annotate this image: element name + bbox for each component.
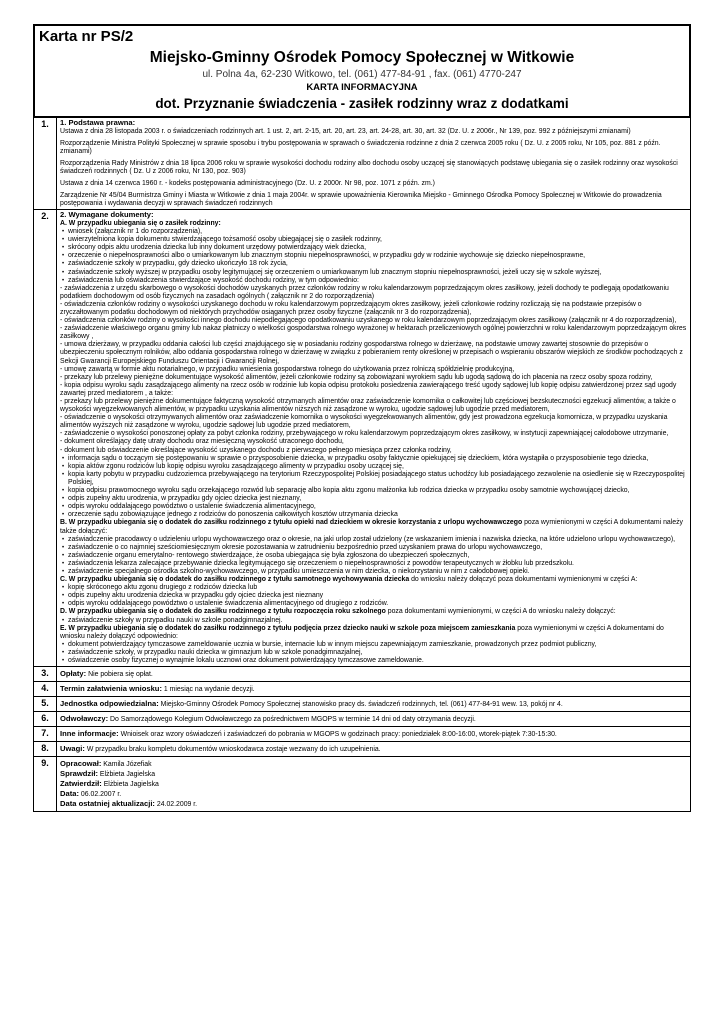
legal-paragraph: Ustawa z dnia 28 listopada 2003 r. o świadczeniach rodzinnych art. 1 ust. 2, art. 2-15, art. 20, art. 23, art. 24-28, art. 30, art. 32 (Dz. U. z 2006r., Nr 139, poz. 992 z późniejszymi zmianami) xyxy=(60,127,631,135)
last-update-value: 24.02.2009 r. xyxy=(154,801,198,809)
row-legal-basis xyxy=(34,118,691,210)
document-list-item: • oświadczenie osoby fizycznej o wynajmie lokalu ucznowi oraz dokument potwierdzający tymczasowe zameldowanie. xyxy=(60,657,687,665)
row-number: 4. xyxy=(34,682,57,697)
last-update-label: Data ostatniej aktualizacji: xyxy=(60,799,155,809)
section-title: 1. Podstawa prawna: xyxy=(60,118,136,127)
legal-paragraph: Rozporządzenia Rady Ministrów z dnia 18 lipca 2006 roku w sprawie wysokości dochodu rodziny albo dochodu osoby uczącej się stanowiących podstawę ubiegania się o zasiłek rodzinny oraz wysokości świadczeń rodzinnych ( Dz. U z 2006 roku, Nr 130, poz. 903) xyxy=(60,159,678,175)
document-list-item: • kopia karty pobytu w przypadku cudzoziemca przebywającego na terytorium Rzeczypospolitej Polskiej posiadającego status uchodźcy lub posiadającego zezwolenie na osiedlenie się w Rzeczypospolitej Polskiej, xyxy=(60,471,687,487)
other-info-cell xyxy=(57,727,691,742)
income-document-item: - przekazy lub przelewy pieniężne dokumentujące faktyczną wysokość otrzymanych alimentów oraz zaświadczenie komornika o całkowitej lub częściowej bezskuteczności egzekucji alimentów, a także o wysokości wyegzekwowanych alimentów, w przypadku uzyskania alimentów niższych niż zasądzone w wyroku, ugodzie sądowej lub ugodzie przed mediatorem, xyxy=(60,398,676,414)
subsection-b-list xyxy=(60,536,687,576)
row-number: 9. xyxy=(34,757,57,812)
subsection-b-rest: poza wymienionymi w części A dokumentami należy także dołączyć: xyxy=(60,519,684,535)
prepared-label: Opracował: xyxy=(60,759,102,769)
document-list-item: • odpis zupełny aktu urodzenia dziecka w przypadku gdy ojciec dziecka jest nieznany xyxy=(60,592,687,600)
document-list-item: • skrócony odpis aktu urodzenia dziecka lub inny dokument urzędowy potwierdzający wiek dziecka, xyxy=(60,244,687,252)
info-card xyxy=(33,24,691,812)
date xyxy=(60,789,687,799)
subsection-b-intro xyxy=(60,519,687,535)
row-authorship xyxy=(34,757,691,812)
document-list-item: • kopia aktów zgonu rodziców lub kopię odpisu wyroku zasądzającego alimenty w przypadku osoby uczącej się, xyxy=(60,463,687,471)
row-number: 3. xyxy=(34,667,57,682)
approved-value: Elżbieta Jagielska xyxy=(101,781,159,789)
subsection-a-list xyxy=(60,228,687,285)
card-header xyxy=(33,24,691,117)
section-title: 2. Wymagane dokumenty: xyxy=(60,210,154,220)
remarks-label: Uwagi: xyxy=(60,744,85,754)
approved-by xyxy=(60,779,687,789)
income-document-item: - dokument określający datę utraty dochodu oraz miesięczną wysokość utraconego dochodu, xyxy=(60,438,344,446)
subsection-c-intro xyxy=(60,576,687,584)
income-document-item: - zaświadczenie właściwego organu gminy lub nakaz płatniczy o wielkości gospodarstwa rolnego wyrażonej w hektarach przeliczeniowych ogólnej powierzchni w roku kalendarzowym poprzedzającym okres zasiłkowy , xyxy=(60,325,687,341)
document-list-item: • orzeczenie o niepełnosprawności albo o umiarkowanym lub znacznym stopniu niepełnosprawności, w przypadku gdy w rodzinie wychowuje się dziecko niepełnosprawne, xyxy=(60,252,687,260)
income-document-item: - dokument lub oświadczenie określające wysokość uzyskanego dochodu z pierwszego pełnego miesiąca przez członka rodziny, xyxy=(60,446,452,454)
document-list-item: • odpis zupełny aktu urodzenia, w przypadku gdy ojciec dziecka jest nieznany, xyxy=(60,495,687,503)
income-document-item: - zaświadczenia z urzędu skarbowego o wysokości dochodów uzyskanych przez członków rodziny w roku kalendarzowym poprzedzającym okres zasiłkowy, jeżeli dochody te podlegają opodatkowaniu podatkiem dochodowym od osób fizycznych na zasadach ogólnych ( załącznik nr 2 do rozporządzenia) xyxy=(60,284,669,300)
subsection-d-rest: poza dokumentami wymienionymi, w części A do wniosku należy dołączyć: xyxy=(385,608,616,616)
appeal-label: Odwoławczy: xyxy=(60,714,109,724)
deadline-cell xyxy=(57,682,691,697)
card-type: KARTA INFORMACYJNA xyxy=(306,82,418,93)
income-document-item: - umowę zawartą w formie aktu notarialnego, w przypadku wniesienia gospodarstwa rolnego do użytkowania przez rolniczą spółdzielnię produkcyjną, xyxy=(60,365,515,373)
income-document-item: - zaświadczenie o wysokości ponoszonej opłaty za pobyt członka rodziny, przebywającego w roku kalendarzowym poprzedzającym okres zasiłkowy, w instytucji zapewniającej całodobowe utrzymanie, xyxy=(60,430,669,438)
row-number: 7. xyxy=(34,727,57,742)
subsection-d-title: D. W przypadku ubiegania się o dodatek do zasiłku rodzinnego z tytułu rozpoczęcia roku szkolnego xyxy=(60,608,386,616)
document-list-item: • zaświadczenie pracodawcy o udzieleniu urlopu wychowawczego oraz o okresie, na jaki urlop został udzielony (ze wskazaniem imienia i nazwiska dziecka, na które udzielono urlopu wychowawczego), xyxy=(60,536,687,544)
required-documents-cell xyxy=(57,210,691,667)
row-number: 5. xyxy=(34,697,57,712)
approved-label: Zatwierdził: xyxy=(60,779,102,789)
checked-by xyxy=(60,769,687,779)
other-info-text: Wnioisek oraz wzory oświadczeń i zaświadczeń do pobrania w MGOPS w godzinach pracy: poniedziałek 8:00-16:00, wtorek-piątek 7:30-15:30. xyxy=(118,731,557,739)
income-document-item: - przekazy lub przelewy pieniężne dokumentujące wysokość alimentów, jeżeli członkowie rodziny są zobowiązani wyrokiem sądu lub ugodą sądową do ich płacenia na rzecz osoby spoza rodziny, xyxy=(60,373,653,381)
responsible-unit-label: Jednostka odpowiedzialna: xyxy=(60,699,159,709)
subsection-c-list xyxy=(60,584,687,608)
row-appeal xyxy=(34,712,691,727)
income-document-item: - kopia odpisu wyroku sądu zasądzającego alimenty na rzecz osób w rodzinie lub kopia odpisu protokołu posiedzenia zawierającego treść ugody sądowej lub kopię odpisu zatwierdzonej przez sąd ugody zawartej przed mediatorem , a także: xyxy=(60,381,677,397)
document-list-item: • kopia odpisu prawomocnego wyroku sądu orzekającego rozwód lub separację albo kopia aktu zgonu małżonka lub rodzica dziecka w przypadku osoby samotnie wychowującej dziecko, xyxy=(60,487,687,495)
income-document-item: - oświadczenia członków rodziny o wysokości innego dochodu niepodlegającego opodatkowaniu uzyskanego w roku kalendarzowym poprzedzającym okres zasiłkowy (załącznik nr 4 do rozporządzenia), xyxy=(60,317,677,325)
authorship-cell xyxy=(57,757,691,812)
responsible-unit-text: Miejsko-Gminny Ośrodek Pomocy Społecznej stanowisko pracy ds. świadczeń rodzinnych, tel. (061) 477-84-91 wew. 13, pokój nr 4. xyxy=(158,701,563,709)
document-list-item: • odpis wyroku oddalającego powództwo o ustalenie świadczenia alimentacyjnego, xyxy=(60,503,687,511)
row-number: 2. xyxy=(34,210,57,667)
row-number: 6. xyxy=(34,712,57,727)
fees-label: Opłaty: xyxy=(60,669,87,679)
document-list-item: • zaświadczenie specjalnego ośrodka szkolno-wychowawczego, w przypadku umieszczenia w nim dziecka, o niekorzystaniu w nim z całodobowej opieki. xyxy=(60,568,687,576)
document-list-item: • wniosek (załącznik nr 1 do rozporządzenia), xyxy=(60,228,687,236)
date-value: 06.02.2007 r. xyxy=(79,791,122,799)
document-list-item: • zaświadczenie o co najmniej sześciomiesięcznym okresie pozostawania w zatrudnieniu bezpośrednio przed uzyskaniem prawa do urlopu wychowawczego, xyxy=(60,544,687,552)
prepared-by xyxy=(60,759,687,769)
subsection-a-extra-list xyxy=(60,455,687,520)
checked-value: Elżbieta Jagielska xyxy=(97,771,156,779)
info-table xyxy=(33,117,691,812)
document-list-item: • orzeczenie sądu zobowiązujące jednego z rodziców do ponoszenia całkowitych kosztów utrzymania dziecka xyxy=(60,511,687,519)
checked-label: Sprawdził: xyxy=(60,769,98,779)
card-title: Karta nr PS/2 xyxy=(39,28,134,45)
row-number: 1. xyxy=(34,118,57,210)
document-list-item: • dokument potwierdzający tymczasowe zameldowanie ucznia w bursie, internacie lub w innym miejscu zapewniającym zamieszkanie, prowadzonych przez podmiot publiczny, xyxy=(60,641,687,649)
other-info-label: Inne informacje: xyxy=(60,729,119,739)
document-list-item: • zaświadczenie szkoły w przypadku nauki w szkole ponadgimnazjalnej. xyxy=(60,617,687,625)
row-remarks xyxy=(34,742,691,757)
organization-address: ul. Polna 4a, 62-230 Witkowo, tel. (061) 477-84-91 , fax. (061) 4770-247 xyxy=(202,69,522,80)
subsection-e-rest: poza wymienionymi w części A dokumentami do wniosku należy dołączyć odpowiednio: xyxy=(60,624,664,640)
income-document-item: - oświadczenie o wysokości otrzymywanych alimentów oraz zaświadczenie komornika o wysokości wyegzekwowanych alimentów, gdy jest prowadzona egzekucja komornicza, w przypadku uzyskania alimentów wyższych niż zasądzone w wyroku, ugodzie sądowej lub ugodzie przed mediatorem, xyxy=(60,414,668,430)
document-list-item: • zaświadczenie organu emerytalno- rentowego stwierdzające, że osoba ubiegająca się była zgłoszona do ubezpieczeń społecznych, xyxy=(60,552,687,560)
subsection-e-intro xyxy=(60,625,687,641)
row-number: 8. xyxy=(34,742,57,757)
subsection-d-intro xyxy=(60,608,687,616)
subsection-e-list xyxy=(60,641,687,665)
subsection-c-rest: do wniosku należy dołączyć poza dokumentami wymienionymi w części A: xyxy=(409,576,638,584)
legal-paragraph: Ustawa z dnia 14 czerwca 1960 r. - kodeks postępowania administracyjnego (Dz. U. z 2000r. Nr 98, poz. 1071 z późn. zm.) xyxy=(60,180,435,188)
row-other-info xyxy=(34,727,691,742)
legal-basis-cell xyxy=(57,118,691,210)
document-list-item: • zaświadczenia lub oświadczenia stwierdzające wysokość dochodu rodziny, w tym odpowiednio: xyxy=(60,277,687,285)
subsection-d-list xyxy=(60,617,687,625)
document-list-item: • uwierzytelniona kopia dokumentu stwierdzającego tożsamość osoby ubiegającej się o zasiłek rodzinny, xyxy=(60,236,687,244)
fees-cell xyxy=(57,667,691,682)
income-document-item: - oświadczenia członków rodziny o wysokości uzyskanego dochodu w roku kalendarzowym poprzedzającym okres zasiłkowy, jeżeli członkowie rodziny rozliczają się na podstawie przepisów o zryczałtowanym podatku dochodowym od niektórych przychodów osiąganych przez osoby fizyczne (załącznik nr 3 do rozporządzenia), xyxy=(60,300,642,316)
subsection-b-title: B. W przypadku ubiegania się o dodatek do zasiłku rodzinnego z tytułu opieki nad dzieckiem w okresie korzystania z urlopu wychowawczego xyxy=(60,519,523,527)
document-list-item: • kopię skróconego aktu zgonu drugiego z rodziców dziecka lub xyxy=(60,584,687,592)
income-document-item: - umowa dzierżawy, w przypadku oddania całości lub części znajdującego się w posiadaniu rodziny gospodarstwa rolnego w dzierżawę, na podstawie umowy zawartej stosownie do przepisów o ubezpieczeniu społecznym rolników, albo oddania gospodarstwa rolnego w dzierżawę w związku z pobieraniem renty określonej w przepisach o wspieraniu obszarów wiejskich ze środków pochodzących z Sekcji Gwarancji Europejskiego Funduszu Orientacji i Gwarancji Rolnej, xyxy=(60,341,683,365)
appeal-text: Do Samorządowego Kolegium Odwoławczego za pośrednictwem MGOPS w terminie 14 dni od daty otrzymania decyzji. xyxy=(108,716,476,724)
document-list-item: • zaświadczenie szkoły, w przypadku nauki dziecka w gimnazjum lub w szkole ponadgimnazjalnej, xyxy=(60,649,687,657)
document-list-item: • informacja sądu o toczącym się postępowaniu w sprawie o przysposobienie dziecka, w przypadku osoby faktycznie opiekującej się dzieckiem, która wystąpiła o przysposobienie tego dziecka, xyxy=(60,455,687,463)
date-label: Data: xyxy=(60,789,79,799)
fees-text: Nie pobiera się opłat. xyxy=(86,671,153,679)
organization-name: Miejsko-Gminny Ośrodek Pomocy Społecznej w Witkowie xyxy=(149,49,575,66)
subsection-c-title: C. W przypadku ubiegania się o dodatek do zasiłku rodzinnego z tytułu samotnego wychowywania dziecka xyxy=(60,576,410,584)
document-list-item: • odpis wyroku oddalającego powództwo o ustalenie świadczenia alimentacyjnego od drugiego z rodziców. xyxy=(60,600,687,608)
row-responsible-unit xyxy=(34,697,691,712)
row-deadline xyxy=(34,682,691,697)
deadline-label: Termin załatwienia wniosku: xyxy=(60,684,162,694)
subsection-a-title: A. W przypadku ubiegania się o zasiłek rodzinny: xyxy=(60,219,221,227)
last-update xyxy=(60,799,687,809)
card-subject: dot. Przyznanie świadczenia - zasiłek rodzinny wraz z dodatkami xyxy=(155,96,569,111)
remarks-text: W przypadku braku kompletu dokumentów wnioskodawca zostaje wezwany do ich uzupełnienia. xyxy=(84,746,381,754)
appeal-cell xyxy=(57,712,691,727)
subsection-e-title: E. W przypadku ubiegania się o dodatek do zasiłku rodzinnego z tytułu podjęcia przez dziecko nauki w szkole poza miejscem zamieszkania xyxy=(60,624,516,632)
row-required-documents xyxy=(34,210,691,667)
document-list-item: • zaświadczenia lekarza zalecające przebywanie dziecka legitymującego się orzeczeniem o niepełnosprawności z powodów terapeutycznych w żłobku lub przedszkolu. xyxy=(60,560,687,568)
income-documents-list xyxy=(60,285,687,455)
document-list-item: • zaświadczenie szkoły wyższej w przypadku osoby legitymującej się orzeczeniem o umiarkowanym lub znacznym stopniu niepełnosprawności, jeżeli uczy się w szkole wyższej, xyxy=(60,269,687,277)
row-fees xyxy=(34,667,691,682)
legal-paragraph: Zarządzenie Nr 45/04 Burmistrza Gminy i Miasta w Witkowie z dnia 1 maja 2004r. w sprawie upoważnienia Kierownika Miejsko - Gminnego Ośrodka Pomocy Społecznej w Witkowie do prowadzenia postępowania i wydawania decyzji w sprawach świadczeń rodzinnych xyxy=(60,192,662,208)
legal-paragraph: Rozporządzenie Ministra Polityki Społecznej w sprawie sposobu i trybu postępowania w sprawach o świadczenia rodzinne z dnia 2 czerwca 2005 roku ( Dz. U. z 2005 roku, Nr 105, poz. 881 z późn. zmianami) xyxy=(60,139,661,155)
remarks-cell xyxy=(57,742,691,757)
prepared-value: Kamila Józefiak xyxy=(101,761,152,769)
responsible-unit-cell xyxy=(57,697,691,712)
deadline-text: 1 miesiąc na wydanie decyzji. xyxy=(161,686,255,694)
document-list-item: • zaświadczenie szkoły w przypadku, gdy dziecko ukończyło 18 rok życia, xyxy=(60,260,687,268)
